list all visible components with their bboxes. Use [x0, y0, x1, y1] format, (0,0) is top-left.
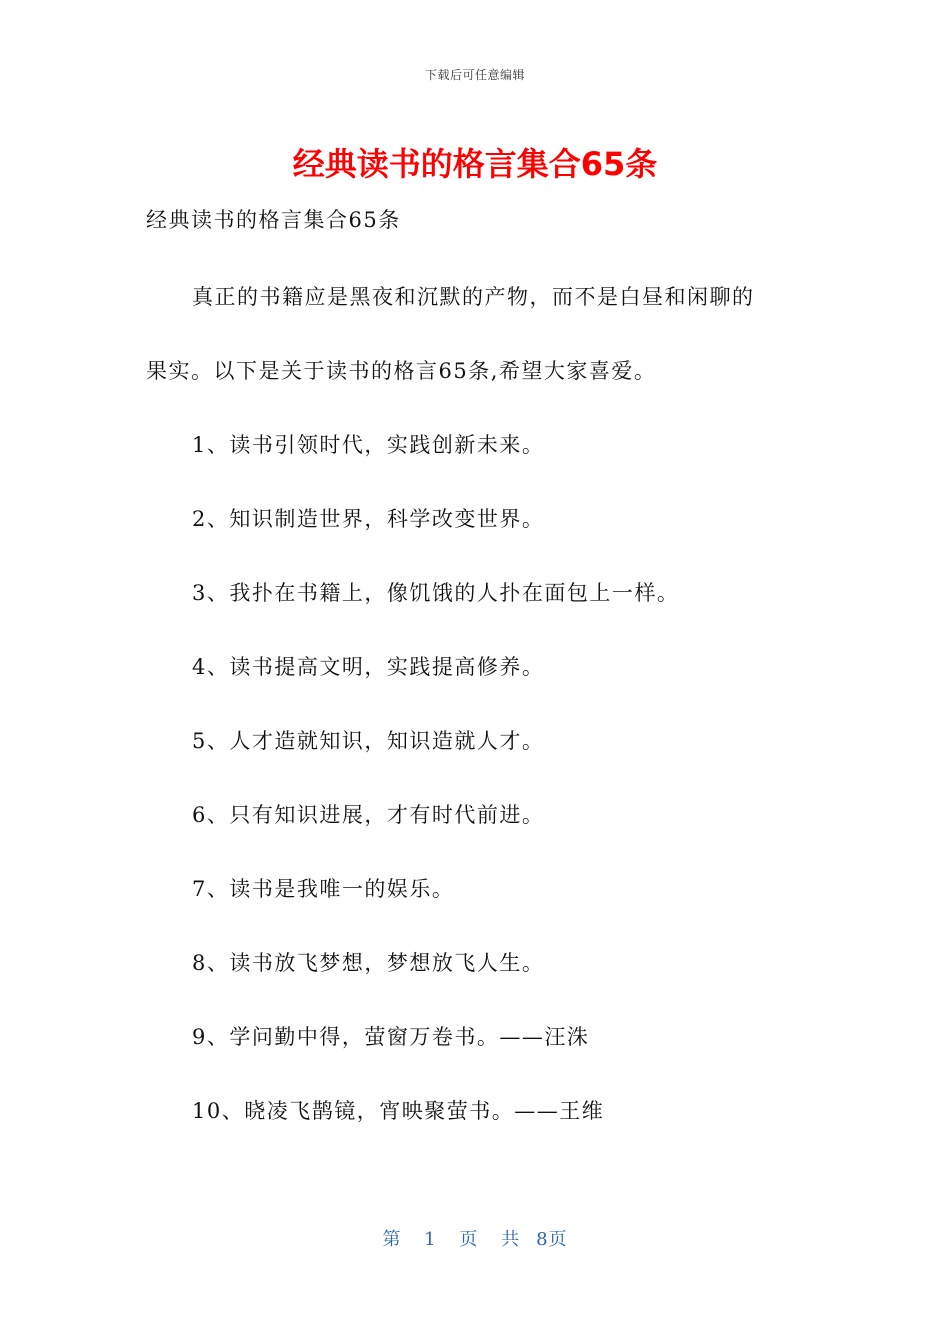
footer-total-prefix: 共: [501, 1229, 521, 1250]
footer-page-suffix: 页: [459, 1229, 479, 1250]
footer-page-number: 1: [424, 1229, 437, 1250]
document-subtitle: 经典读书的格言集合65条: [146, 208, 401, 232]
quote-item-4: 4、读书提高文明，实践提高修养。: [192, 655, 545, 679]
header-note: 下载后可任意编辑: [424, 68, 525, 82]
quote-item-6: 6、只有知识进展，才有时代前进。: [192, 803, 545, 827]
intro-line-1: 真正的书籍应是黑夜和沉默的产物，而不是白昼和闲聊的: [192, 285, 755, 309]
document-body: [146, 200, 806, 1148]
quote-item-1: 1、读书引领时代，实践创新未来。: [192, 433, 545, 457]
quote-item-3: 3、我扑在书籍上，像饥饿的人扑在面包上一样。: [192, 581, 680, 605]
quote-item-5: 5、人才造就知识，知识造就人才。: [192, 729, 545, 753]
footer-total-pages: 8页: [536, 1229, 568, 1250]
quote-item-2: 2、知识制造世界，科学改变世界。: [192, 507, 545, 531]
footer-prefix: 第: [382, 1229, 402, 1250]
quote-item-9: 9、学问勤中得，萤窗万卷书。——汪洙: [192, 1025, 590, 1049]
intro-line-2: 果实。以下是关于读书的格言65条,希望大家喜爱。: [146, 359, 657, 383]
page-footer: [0, 1225, 950, 1251]
quote-item-10: 10、晓凌飞鹊镜，宵映聚萤书。——王维: [192, 1099, 605, 1123]
document-title: 经典读书的格言集合65条: [292, 145, 658, 183]
quote-item-8: 8、读书放飞梦想，梦想放飞人生。: [192, 951, 545, 975]
quote-item-7: 7、读书是我唯一的娱乐。: [192, 877, 455, 901]
